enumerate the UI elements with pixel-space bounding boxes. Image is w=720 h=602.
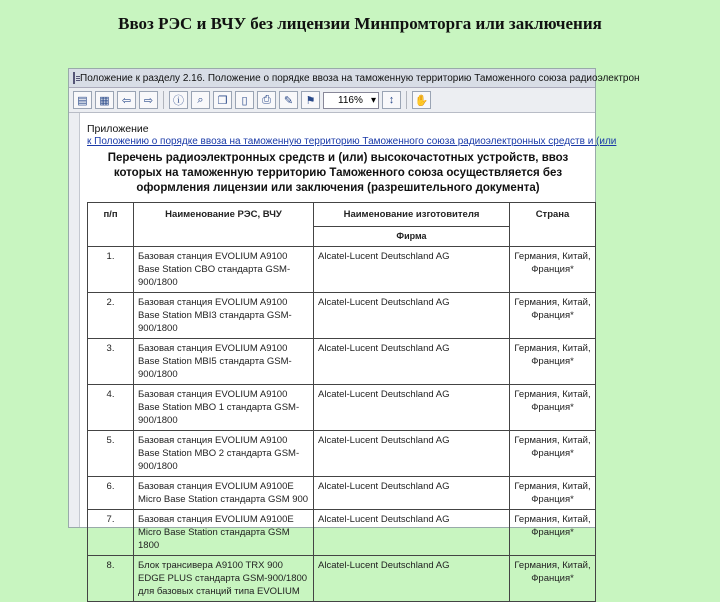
tree-view-icon[interactable]: ▦ — [95, 91, 114, 109]
bookmark-icon[interactable]: ⚑ — [301, 91, 320, 109]
table-row — [88, 385, 596, 431]
page-icon[interactable]: ▯ — [235, 91, 254, 109]
table-row — [88, 431, 596, 477]
row-country: Германия, Китай, Франция* — [510, 510, 596, 556]
row-country: Германия, Китай, Франция* — [510, 477, 596, 510]
regulation-link[interactable]: к Положению о порядке ввоза на таможенную территорию Таможенного союза радиоэлектронных средств и (или — [87, 136, 617, 147]
row-country: Германия, Китай, Франция* — [510, 293, 596, 339]
row-maker: Alcatel-Lucent Deutschland AG — [314, 510, 510, 556]
document-heading: Перечень радиоэлектронных средств и (или) высокочастотных устройств, ввоз которых на таможенную территорию Таможенного союза осуществляется без оформления лицензии или заключения (разрешительного документа) — [107, 152, 569, 194]
table-row — [88, 477, 596, 510]
row-name: Базовая станция EVOLIUM A9100 Base Station MBI5 стандарта GSM-900/1800 — [134, 339, 314, 385]
table-row — [88, 510, 596, 556]
row-num: 3. — [88, 339, 134, 385]
row-num: 4. — [88, 385, 134, 431]
row-maker: Alcatel-Lucent Deutschland AG — [314, 385, 510, 431]
window-titlebar — [69, 69, 640, 88]
row-maker: Alcatel-Lucent Deutschland AG — [314, 339, 510, 385]
zoom-value: 116% — [338, 94, 363, 106]
row-num: 1. — [88, 247, 134, 293]
row-num: 8. — [88, 556, 134, 602]
row-name: Базовая станция EVOLIUM A9100 Base Station MBO 1 стандарта GSM-900/1800 — [134, 385, 314, 431]
toolbar-divider — [406, 91, 407, 109]
row-num: 6. — [88, 477, 134, 510]
row-name: Базовая станция EVOLIUM A9100E Micro Base Station стандарта GSM 900 — [134, 477, 314, 510]
print-icon[interactable]: ⎙ — [257, 91, 276, 109]
row-name: Базовая станция EVOLIUM A9100 Base Station MBO 2 стандарта GSM-900/1800 — [134, 431, 314, 477]
row-maker: Alcatel-Lucent Deutschland AG — [314, 293, 510, 339]
zoom-select[interactable] — [323, 92, 379, 109]
appendix-label: Приложение — [87, 123, 149, 135]
header-maker: Наименование изготовителя — [314, 203, 510, 227]
row-country: Германия, Китай, Франция* — [510, 556, 596, 602]
document-window — [68, 68, 640, 597]
row-num: 5. — [88, 431, 134, 477]
table-row — [88, 293, 596, 339]
row-num: 7. — [88, 510, 134, 556]
left-panel — [69, 113, 80, 527]
row-name: Базовая станция EVOLIUM A9100 Base Station MBI3 стандарта GSM-900/1800 — [134, 293, 314, 339]
row-maker: Alcatel-Lucent Deutschland AG — [314, 556, 510, 602]
row-name: Базовая станция EVOLIUM A9100E Micro Base Station стандарта GSM 1800 — [134, 510, 314, 556]
header-maker-sub: Фирма — [314, 227, 510, 247]
row-country: Германия, Китай, Франция* — [510, 247, 596, 293]
chevron-down-icon: ▾ — [370, 94, 376, 106]
equipment-table — [87, 202, 596, 602]
toolbar — [69, 88, 595, 113]
info-icon[interactable]: ⓘ — [169, 91, 188, 109]
table-row — [88, 556, 596, 602]
edit-icon[interactable]: ✎ — [279, 91, 298, 109]
table-row — [88, 247, 596, 293]
forward-arrow-icon[interactable]: ⇨ — [139, 91, 158, 109]
window-title: Положение к разделу 2.16. Положение о порядке ввоза на таможенную территорию Таможенного союза радиоэлектрон — [80, 72, 640, 84]
row-country: Германия, Китай, Франция* — [510, 431, 596, 477]
row-maker: Alcatel-Lucent Deutschland AG — [314, 477, 510, 510]
row-name: Блок трансивера A9100 TRX 900 EDGE PLUS стандарта GSM-900/1800 для базовых станций типа EVOLIUM — [134, 556, 314, 602]
toolbar-divider — [163, 91, 164, 109]
list-view-icon[interactable]: ▤ — [73, 91, 92, 109]
row-maker: Alcatel-Lucent Deutschland AG — [314, 247, 510, 293]
row-maker: Alcatel-Lucent Deutschland AG — [314, 431, 510, 477]
back-arrow-icon[interactable]: ⇦ — [117, 91, 136, 109]
scroll-icon[interactable]: ↕ — [382, 91, 401, 109]
document-icon — [73, 72, 75, 84]
row-name: Базовая станция EVOLIUM A9100 Base Station CBO стандарта GSM-900/1800 — [134, 247, 314, 293]
slide-title: Ввоз РЭС и ВЧУ без лицензии Минпромторга или заключения — [118, 14, 602, 33]
document-content — [69, 113, 617, 597]
document-body — [87, 123, 617, 602]
row-country: Германия, Китай, Франция* — [510, 385, 596, 431]
help-icon[interactable]: ✋ — [412, 91, 431, 109]
header-country: Страна — [510, 203, 596, 247]
header-name: Наименование РЭС, ВЧУ — [134, 203, 314, 247]
row-country: Германия, Китай, Франция* — [510, 339, 596, 385]
copy-icon[interactable]: ❐ — [213, 91, 232, 109]
row-num: 2. — [88, 293, 134, 339]
search-icon[interactable]: ⌕ — [191, 91, 210, 109]
header-num: п/п — [88, 203, 134, 247]
table-row — [88, 339, 596, 385]
